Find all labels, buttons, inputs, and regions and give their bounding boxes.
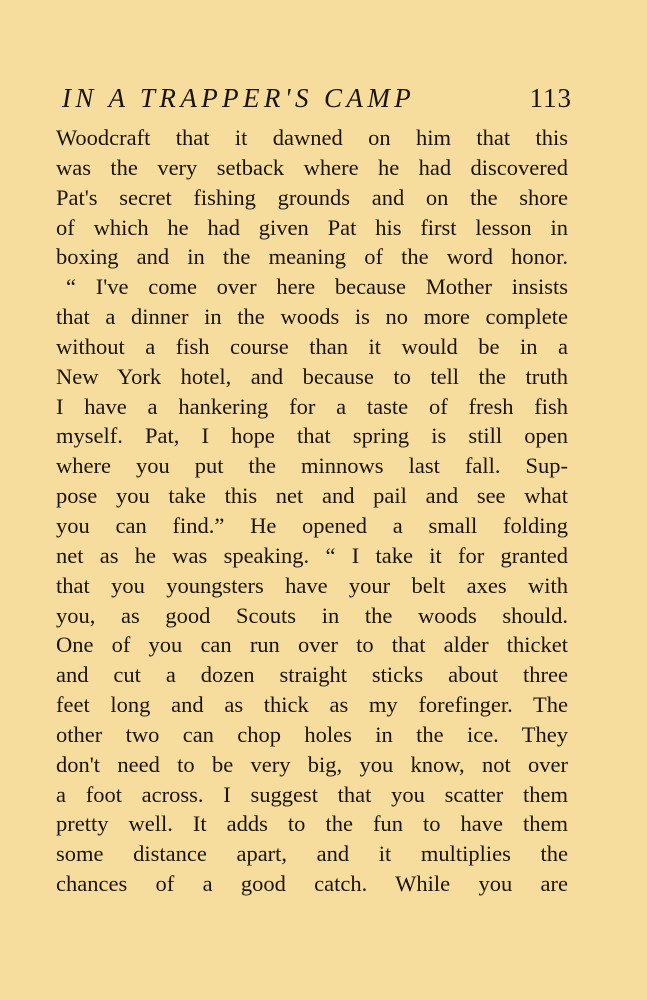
text-line: Pat's secret fishing grounds and on the shore bbox=[56, 184, 568, 210]
page-number: 113 bbox=[529, 83, 572, 113]
text-line: boxing and in the meaning of the word honor. bbox=[56, 244, 568, 270]
text-line: that you youngsters have your belt axes with bbox=[56, 572, 568, 598]
text-line: feet long and as thick as my forefinger. The bbox=[56, 692, 568, 718]
text-line: One of you can run over to that alder thicket bbox=[56, 632, 568, 658]
text-line: you can find.” He opened a small folding bbox=[56, 512, 568, 538]
page-header bbox=[56, 80, 572, 116]
text-line: other two can chop holes in the ice. They bbox=[56, 721, 568, 747]
body-text bbox=[56, 123, 568, 899]
text-line: a foot across. I suggest that you scatter them bbox=[56, 781, 568, 807]
text-line: you, as good Scouts in the woods should. bbox=[56, 602, 568, 628]
text-line: don't need to be very big, you know, not over bbox=[56, 751, 568, 777]
text-line: of which he had given Pat his first lesson in bbox=[56, 214, 568, 240]
running-head: IN A TRAPPER'S CAMP bbox=[62, 83, 416, 113]
text-line: that a dinner in the woods is no more complete bbox=[56, 304, 568, 330]
text-line: myself. Pat, I hope that spring is still open bbox=[56, 423, 568, 449]
text-line: where you put the minnows last fall. Sup- bbox=[56, 453, 568, 479]
text-line: chances of a good catch. While you are bbox=[56, 871, 568, 897]
text-line: some distance apart, and it multiplies the bbox=[56, 841, 568, 867]
text-line: pose you take this net and pail and see what bbox=[56, 483, 568, 509]
text-line: pretty well. It adds to the fun to have them bbox=[56, 811, 568, 837]
text-line: without a fish course than it would be in a bbox=[56, 333, 568, 359]
text-line: and cut a dozen straight sticks about three bbox=[56, 662, 568, 688]
text-line: net as he was speaking. “ I take it for granted bbox=[56, 542, 568, 568]
text-line: New York hotel, and because to tell the truth bbox=[56, 363, 568, 389]
text-line: I have a hankering for a taste of fresh fish bbox=[56, 393, 568, 419]
text-line: “ I've come over here because Mother insists bbox=[66, 274, 568, 300]
text-line: was the very setback where he had discovered bbox=[56, 154, 568, 180]
text-line: Woodcraft that it dawned on him that this bbox=[56, 125, 568, 150]
